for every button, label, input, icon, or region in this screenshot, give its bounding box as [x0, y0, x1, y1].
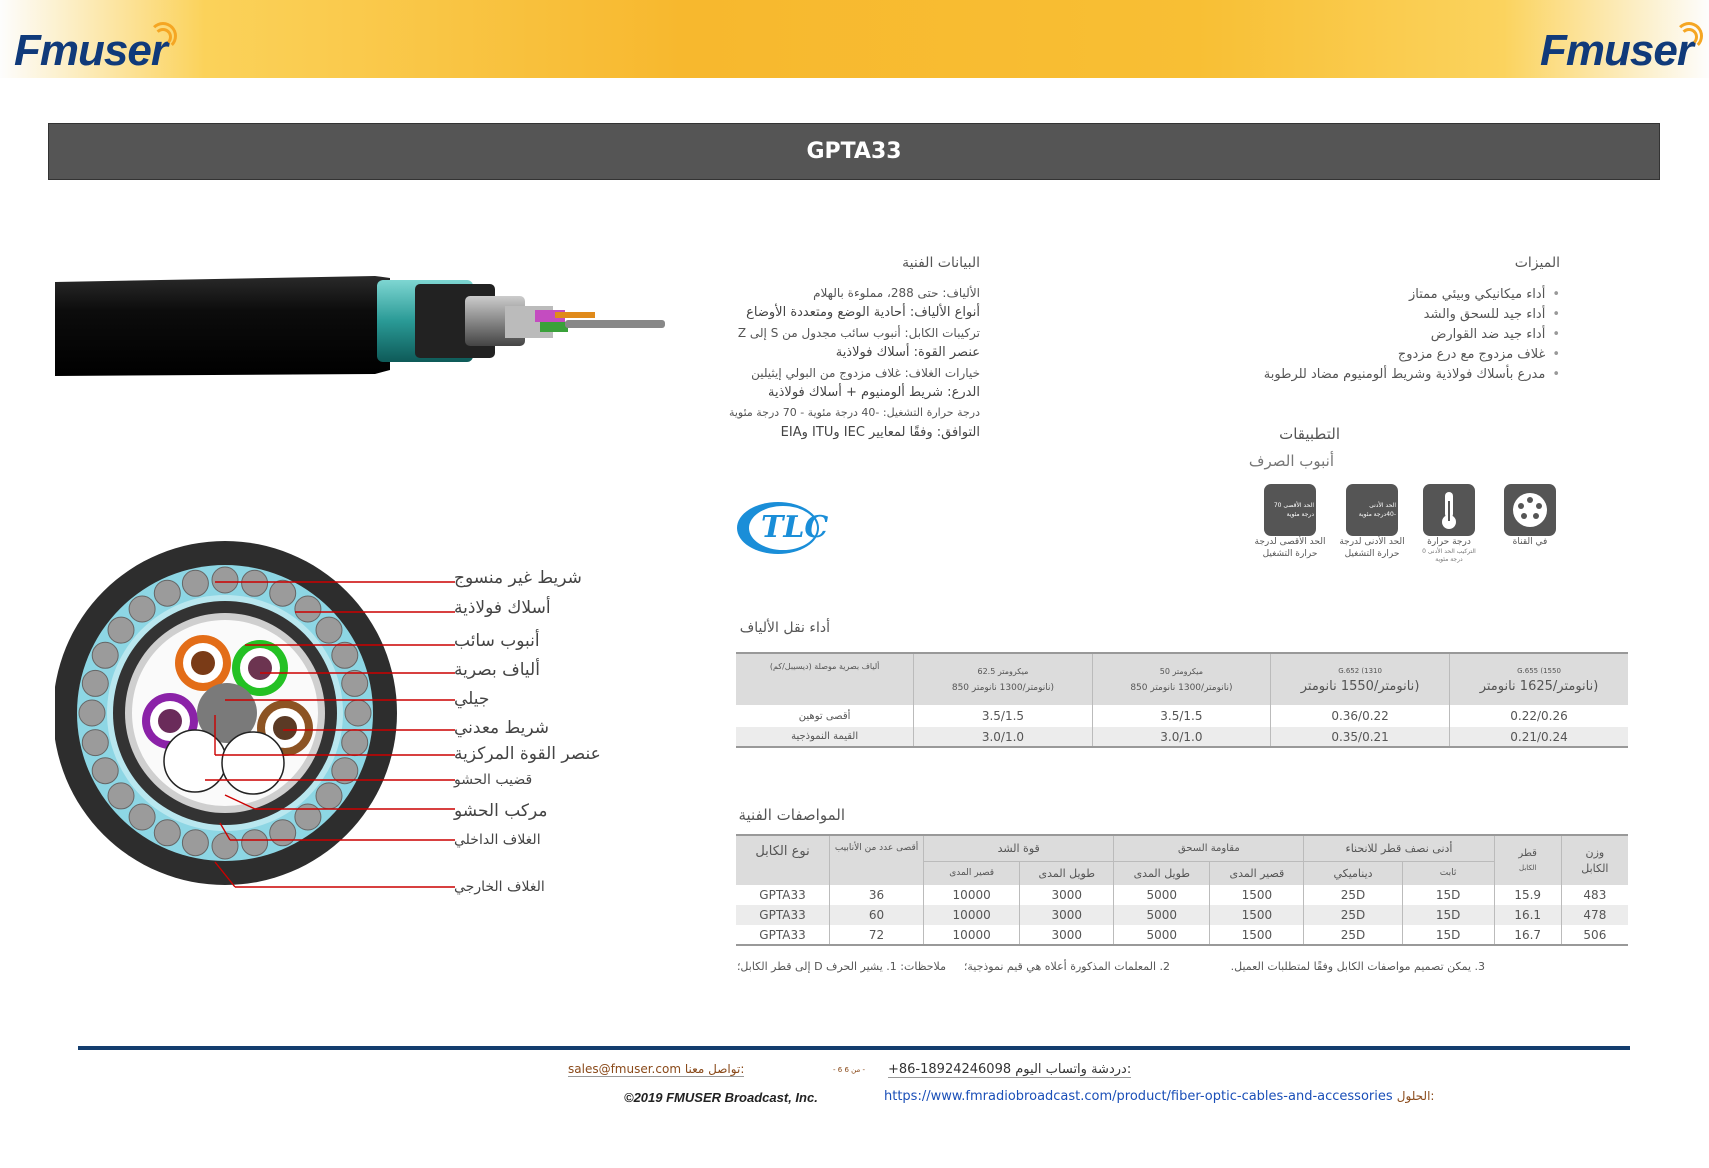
steel-wire	[129, 596, 155, 622]
spec-header-bend: أدنى نصف قطر للانحناء	[1304, 835, 1494, 861]
tlc-logo	[735, 500, 829, 556]
steel-wire	[270, 580, 296, 606]
features-heading: الميزات	[1514, 255, 1560, 271]
spec-note: 2. المعلمات المذكورة أعلاه هي قيم نموذجية؛	[963, 960, 1170, 973]
footer-email[interactable]: sales@fmuser.com	[568, 1062, 682, 1076]
max-temp-icon	[1264, 484, 1316, 536]
steel-wire	[92, 642, 118, 668]
logo-right	[1540, 26, 1693, 76]
footer-contact-label: تواصل معنا:	[684, 1062, 745, 1076]
label-outer-sheath: الغلاف الخارجي	[454, 879, 545, 895]
header-band	[0, 0, 1709, 78]
steel-wire	[270, 820, 296, 846]
spec-header-tensile-short: قصير المدى	[924, 861, 1020, 885]
signal-arc-icon	[154, 28, 172, 46]
transmission-header: G.655 (1550 نانومتر/1625 نانومتر)	[1450, 653, 1628, 705]
tech-data-line: التوافق: وفقًا لمعايير IEC وITU وEIA	[780, 425, 980, 440]
tech-data-line: أنواع الألياف: أحادية الوضع ومتعددة الأوضاع	[746, 305, 980, 320]
specs-heading: المواصفات الفنية	[738, 806, 845, 824]
max-temp-box-text: الحد الأقصى 70 درجة مئوية	[1273, 502, 1314, 518]
transmission-header: G.652 (1310 نانومتر/1550 نانومتر)	[1271, 653, 1450, 705]
applications-heading: التطبيقات	[1279, 425, 1340, 443]
tech-data-heading: البيانات الفنية	[902, 255, 980, 271]
steel-wire	[92, 758, 118, 784]
label-loose-tube: أنبوب سائب	[454, 631, 540, 651]
steel-wire	[154, 820, 180, 846]
steel-wire	[182, 830, 208, 856]
label-inner-sheath: الغلاف الداخلي	[454, 832, 541, 848]
tech-data-line: درجة حرارة التشغيل: -40 درجة مئوية - 70 درجة مئوية	[728, 406, 980, 419]
steel-wire	[82, 730, 108, 756]
feature-item: • مدرع بأسلاك فولاذية وشريط ألومنيوم مضاد للرطوبة	[1250, 365, 1560, 385]
steel-wire	[295, 596, 321, 622]
applications-subheading: أنبوب الصرف	[1248, 452, 1334, 470]
steel-wire	[212, 567, 238, 593]
steel-wire	[316, 783, 342, 809]
logo-text-left: Fmuser	[14, 26, 167, 75]
transmission-table	[736, 652, 1628, 748]
footer-whatsapp-label: دردشة واتساب اليوم:	[1015, 1062, 1132, 1077]
transmission-heading: أداء نقل الألياف	[739, 620, 830, 636]
footer-divider	[78, 1046, 1630, 1050]
table-row: GPTA33 60 10000 3000 5000 1500 25D 15D 16.1 478	[736, 905, 1628, 925]
table-row: أقصى توهين 3.5/1.5 3.5/1.5 0.36/0.22 0.22/0.26	[736, 705, 1628, 727]
steel-wire	[316, 617, 342, 643]
footer-url[interactable]: https://www.fmradiobroadcast.com/product/fiber-optic-cables-and-accessories	[884, 1089, 1393, 1104]
spec-note: ملاحظات: 1. يشير الحرف D إلى قطر الكابل؛	[736, 960, 946, 973]
footer-page-number: - 6 من 6 -	[833, 1066, 865, 1074]
specs-table	[736, 834, 1628, 946]
transmission-header: 50 ميكرومتر 850 نانومتر/1300 نانومتر)	[1092, 653, 1270, 705]
app-caption: الحد الأدنى لدرجة حرارة التشغيل	[1339, 537, 1405, 559]
steel-wire	[79, 700, 105, 726]
logo-left	[14, 26, 167, 76]
features-section	[1250, 255, 1560, 385]
label-central-strength-member: عنصر القوة المركزية	[454, 744, 601, 764]
cable-illustration	[55, 270, 675, 390]
feature-item: • أداء ميكانيكي وبيئي ممتاز	[1250, 285, 1560, 305]
footer-solutions-label: الحلول:	[1396, 1089, 1435, 1103]
spec-header-tensile: قوة الشد	[924, 835, 1114, 861]
table-row: القيمة النموذجية 3.0/1.0 3.0/1.0 0.35/0.21 0.21/0.24	[736, 727, 1628, 747]
page-title: GPTA33	[48, 123, 1660, 180]
app-duct	[1500, 484, 1560, 548]
steel-wire	[342, 670, 368, 696]
tech-data-section	[730, 255, 980, 443]
feature-item: • أداء جيد ضد القوارض	[1250, 325, 1560, 345]
tlc-logo-text: TLC	[761, 510, 829, 545]
table-row: GPTA33 72 10000 3000 5000 1500 25D 15D 16.7 506	[736, 925, 1628, 945]
spec-header-bend-static: ثابت	[1402, 861, 1494, 885]
steel-wire	[108, 617, 134, 643]
cross-section-diagram	[55, 540, 635, 890]
steel-wire	[242, 570, 268, 596]
spec-header-max-tubes: أقصى عدد من الأنابيب	[830, 835, 924, 885]
thermometer-icon	[1423, 484, 1475, 536]
feature-item: • أداء جيد للسحق والشد	[1250, 305, 1560, 325]
footer-whatsapp[interactable]	[888, 1062, 1131, 1078]
steel-wire	[154, 580, 180, 606]
label-jelly: جيلي	[454, 689, 490, 709]
footer-contact[interactable]	[568, 1062, 744, 1077]
app-install-temp	[1416, 484, 1482, 564]
app-subcaption: التركيب الحد الأدنى 0 درجة مئوية	[1422, 548, 1476, 563]
steel-wire	[242, 830, 268, 856]
spec-header-cable-type: نوع الكابل	[736, 835, 830, 885]
spec-header-weight: وزن الكابل	[1561, 835, 1628, 885]
tech-data-line: الدرع: شريط ألومنيوم + أسلاك فولاذية	[768, 385, 980, 400]
steel-wire	[182, 570, 208, 596]
steel-wire	[332, 642, 358, 668]
label-filler-rod: قضيب الحشو	[454, 772, 533, 788]
feature-item: • غلاف مزدوج مع درع مزدوج	[1250, 345, 1560, 365]
label-nonwoven-tape: شريط غير منسوج	[454, 568, 582, 588]
tech-data-line: تركيبات الكابل: أنبوب سائب مجدول من S إلى Z	[737, 326, 980, 340]
steel-wire	[129, 804, 155, 830]
steel-wire	[345, 700, 371, 726]
label-metal-tape: شريط معدني	[454, 718, 550, 738]
app-max-temp	[1251, 484, 1329, 560]
spec-header-tensile-long: طويل المدى	[1020, 861, 1114, 885]
transmission-header: ألياف بصرية موصلة (ديسيبل/كم)	[736, 653, 914, 705]
min-temp-box-text: الحد الأدنى -40درجة مئوية	[1358, 502, 1396, 518]
app-caption: في القناة	[1512, 537, 1548, 547]
spec-header-crush: مقاومة السحق	[1114, 835, 1304, 861]
steel-wire	[212, 833, 238, 859]
app-caption: الحد الأقصى لدرجة حرارة التشغيل	[1254, 537, 1326, 559]
label-filling-compound: مركب الحشو	[454, 801, 548, 821]
spec-note: 3. يمكن تصميم مواصفات الكابل وفقًا لمتطلبات العميل.	[1230, 960, 1485, 973]
duct-icon	[1504, 484, 1556, 536]
tech-data-line: خيارات الغلاف: غلاف مزدوج من البولي إيثيلين	[751, 366, 980, 380]
steel-wire	[342, 730, 368, 756]
spec-header-bend-dynamic: ديناميكي	[1304, 861, 1402, 885]
spec-header-crush-short: قصير المدى	[1210, 861, 1304, 885]
spec-header-crush-long: طويل المدى	[1114, 861, 1210, 885]
app-min-temp	[1334, 484, 1410, 560]
footer-solutions[interactable]	[884, 1089, 1434, 1104]
min-temp-icon	[1346, 484, 1398, 536]
steel-wire	[108, 783, 134, 809]
label-optical-fiber: ألياف بصرية	[454, 660, 540, 680]
spec-header-diameter: قطر الكابل	[1494, 835, 1561, 885]
label-steel-wires: أسلاك فولاذية	[454, 598, 551, 618]
footer-whatsapp-number[interactable]: +86-18924246098	[888, 1062, 1012, 1077]
table-row: GPTA33 36 10000 3000 5000 1500 25D 15D 15.9 483	[736, 885, 1628, 905]
tech-data-line: الألياف: حتى 288، مملوءة بالهلام	[813, 286, 980, 300]
app-caption: درجة حرارة	[1427, 537, 1471, 547]
tech-data-line: عنصر القوة: أسلاك فولاذية	[835, 345, 980, 360]
steel-wire	[295, 804, 321, 830]
logo-text-right: Fmuser	[1540, 26, 1693, 75]
steel-wire	[82, 670, 108, 696]
footer-copyright: ©2019 FMUSER Broadcast, Inc.	[624, 1090, 818, 1105]
signal-arc-icon	[1680, 28, 1698, 46]
transmission-header: 62.5 ميكرومتر 850 نانومتر/1300 نانومتر)	[914, 653, 1092, 705]
